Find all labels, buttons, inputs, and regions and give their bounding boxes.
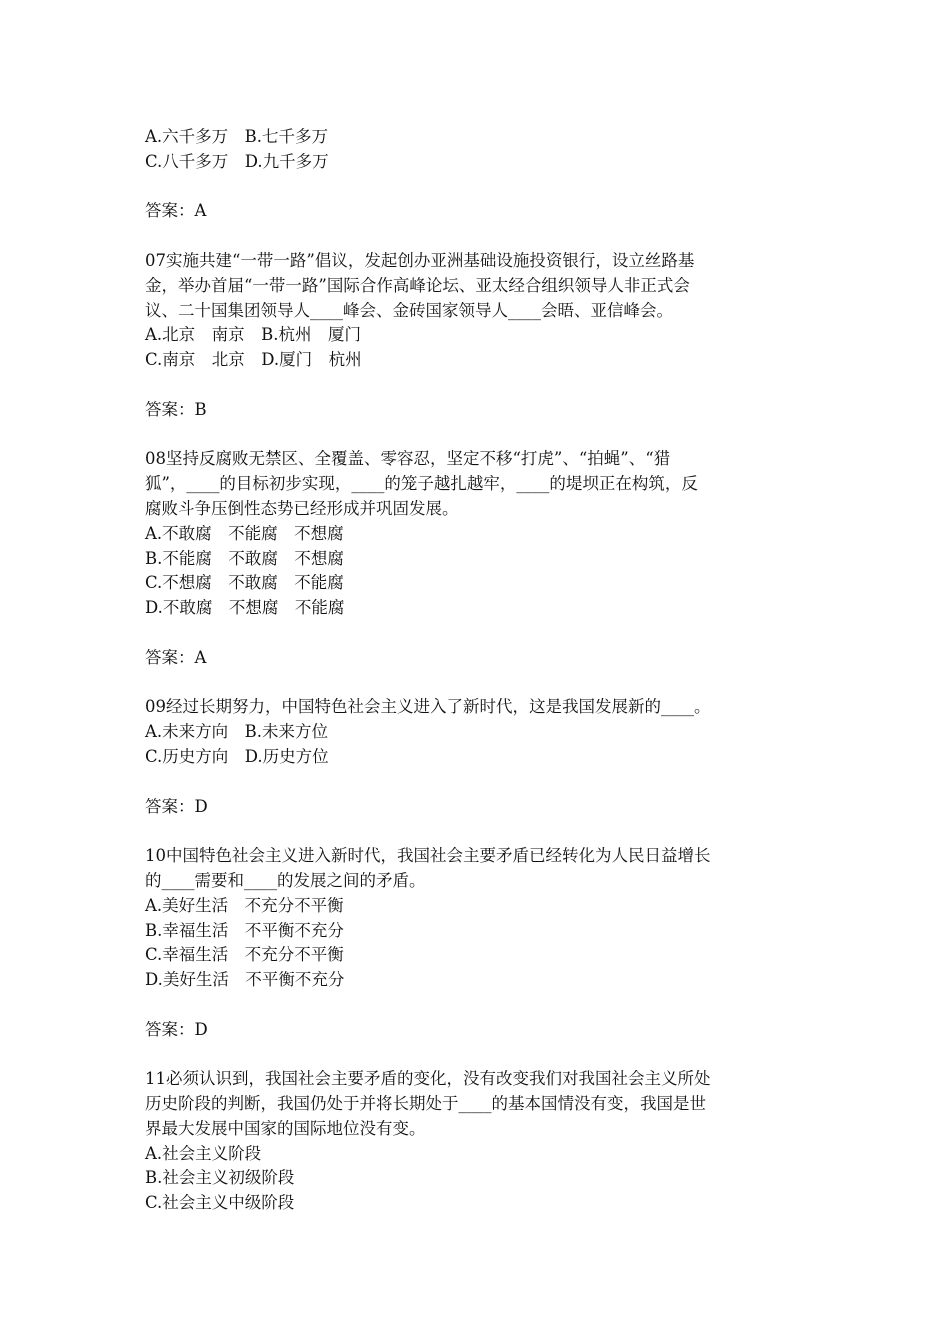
text-line: 界最大发展中国家的国际地位没有变。 [145, 1118, 426, 1138]
option-line: C.幸福生活 不充分不平衡 [145, 945, 344, 965]
option-line: C.历史方向 D.历史方位 [145, 746, 329, 766]
question-line: 10中国特色社会主义进入新时代，我国社会主要矛盾已经转化为人民日益增长 [145, 846, 711, 866]
question-line: 09经过长期努力，中国特色社会主义进入了新时代，这是我国发展新的____。 [145, 697, 711, 717]
option-line: C.八千多万 D.九千多万 [145, 151, 329, 171]
answer-line: 答案：D [145, 796, 208, 816]
question-line: 11必须认识到，我国社会主要矛盾的变化，没有改变我们对我国社会主义所处 [145, 1069, 711, 1089]
blank-line [145, 819, 815, 844]
option-line: A.美好生活 不充分不平衡 [145, 895, 344, 915]
text-line: 狐”，____的目标初步实现，____的笼子越扎越牢，____的堤坝正在构筑，反 [145, 474, 698, 494]
text-line: 金，举办首届“一带一路”国际合作高峰论坛、亚太经合组织领导人非正式会 [145, 275, 690, 295]
option-line: B.社会主义初级阶段 [145, 1168, 295, 1188]
option-line: A.未来方向 B.未来方位 [145, 722, 329, 742]
blank-line [145, 671, 815, 696]
text-line: 议、二十国集团领导人____峰会、金砖国家领导人____会晤、亚信峰会。 [145, 300, 673, 320]
answer-line: 答案：A [145, 647, 207, 667]
answer-line: 答案：A [145, 201, 207, 221]
option-line: A.北京 南京 B.杭州 厦门 [145, 325, 362, 345]
blank-line [145, 1042, 815, 1067]
option-line: A.社会主义阶段 [145, 1143, 262, 1163]
option-line: C.不想腐 不敢腐 不能腐 [145, 573, 344, 593]
question-line: 08坚持反腐败无禁区、全覆盖、零容忍，坚定不移“打虎”、“拍蝇”、“猎 [145, 449, 671, 469]
text-line: 腐败斗争压倒性态势已经形成并巩固发展。 [145, 498, 459, 518]
answer-line: 答案：B [145, 399, 207, 419]
blank-line [145, 423, 815, 448]
text-line: 历史阶段的判断，我国仍处于并将长期处于____的基本国情没有变，我国是世 [145, 1094, 706, 1114]
blank-line [145, 175, 815, 200]
blank-line [145, 993, 815, 1018]
document-page [145, 125, 815, 1216]
option-line: B.不能腐 不敢腐 不想腐 [145, 548, 344, 568]
blank-line [145, 621, 815, 646]
blank-line [145, 224, 815, 249]
text-line: 的____需要和____的发展之间的矛盾。 [145, 870, 426, 890]
option-line: A.六千多万 B.七千多万 [145, 127, 329, 146]
option-line: A.不敢腐 不能腐 不想腐 [145, 523, 344, 543]
option-line: C.社会主义中级阶段 [145, 1193, 295, 1213]
option-line: D.不敢腐 不想腐 不能腐 [145, 598, 345, 618]
question-line: 07实施共建“一带一路”倡议，发起创办亚洲基础设施投资银行，设立丝路基 [145, 250, 695, 270]
option-line: B.幸福生活 不平衡不充分 [145, 920, 344, 940]
option-line: D.美好生活 不平衡不充分 [145, 970, 345, 990]
option-line: C.南京 北京 D.厦门 杭州 [145, 350, 362, 370]
answer-line: 答案：D [145, 1019, 208, 1039]
blank-line [145, 373, 815, 398]
blank-line [145, 770, 815, 795]
